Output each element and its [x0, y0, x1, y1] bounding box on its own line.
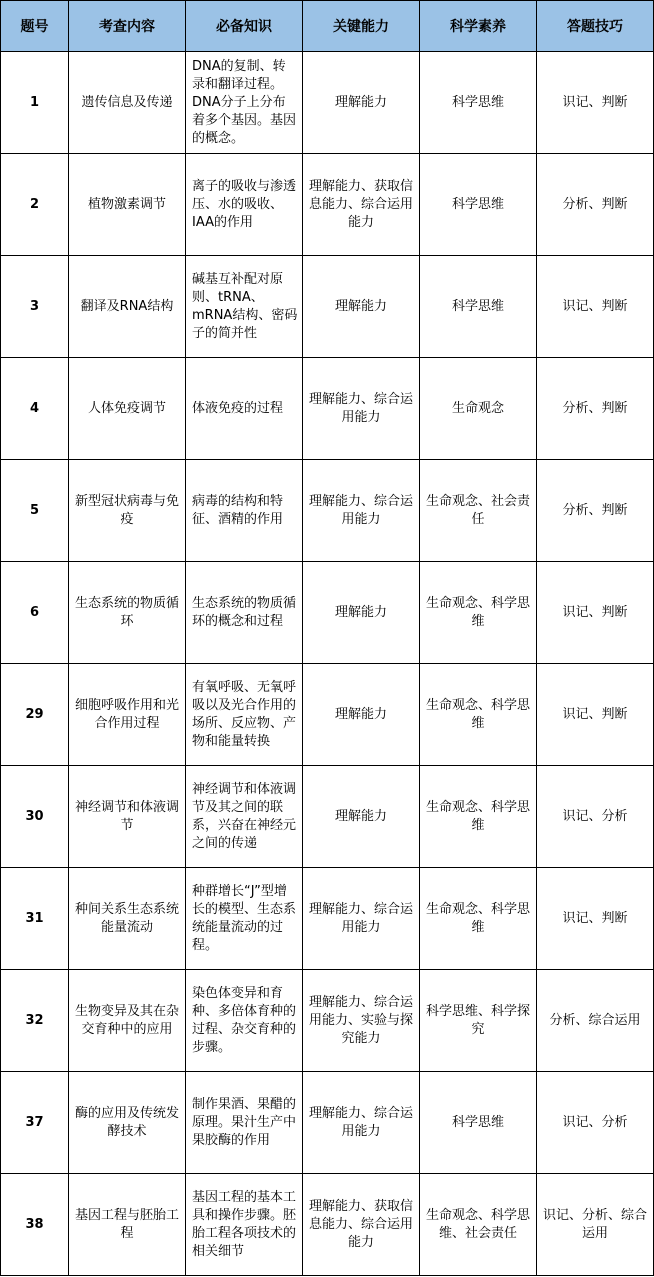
cell-question-number: 2 — [1, 154, 69, 256]
header-ability: 关键能力 — [303, 1, 420, 52]
cell-knowledge: 种群增长“J”型增长的模型、生态系统能量流动的过程。 — [186, 868, 303, 970]
cell-content: 酶的应用及传统发酵技术 — [69, 1072, 186, 1174]
cell-content: 翻译及RNA结构 — [69, 256, 186, 358]
cell-literacy: 生命观念、科学思维、社会责任 — [420, 1174, 537, 1276]
cell-content: 种间关系生态系统能量流动 — [69, 868, 186, 970]
cell-skill: 识记、判断 — [537, 562, 654, 664]
cell-ability: 理解能力 — [303, 256, 420, 358]
cell-knowledge: DNA的复制、转录和翻译过程。DNA分子上分布着多个基因。基因的概念。 — [186, 52, 303, 154]
cell-skill: 分析、判断 — [537, 154, 654, 256]
cell-skill: 分析、判断 — [537, 460, 654, 562]
cell-question-number: 38 — [1, 1174, 69, 1276]
table-row — [1, 1072, 654, 1174]
cell-content: 神经调节和体液调节 — [69, 766, 186, 868]
header-question-number: 题号 — [1, 1, 69, 52]
header-literacy: 科学素养 — [420, 1, 537, 52]
cell-literacy: 科学思维 — [420, 1072, 537, 1174]
cell-literacy: 科学思维 — [420, 52, 537, 154]
cell-skill: 识记、分析 — [537, 1072, 654, 1174]
cell-ability: 理解能力、综合运用能力 — [303, 1072, 420, 1174]
cell-literacy: 生命观念、科学思维 — [420, 664, 537, 766]
cell-literacy: 科学思维、科学探究 — [420, 970, 537, 1072]
cell-question-number: 5 — [1, 460, 69, 562]
cell-skill: 识记、判断 — [537, 664, 654, 766]
cell-question-number: 29 — [1, 664, 69, 766]
header-content: 考查内容 — [69, 1, 186, 52]
cell-content: 生态系统的物质循环 — [69, 562, 186, 664]
cell-content: 基因工程与胚胎工程 — [69, 1174, 186, 1276]
header-skill: 答题技巧 — [537, 1, 654, 52]
table-row — [1, 154, 654, 256]
cell-knowledge: 制作果酒、果醋的原理。果汁生产中果胶酶的作用 — [186, 1072, 303, 1174]
table-row — [1, 562, 654, 664]
table-row — [1, 256, 654, 358]
cell-content: 生物变异及其在杂交育种中的应用 — [69, 970, 186, 1072]
cell-ability: 理解能力 — [303, 52, 420, 154]
cell-content: 遗传信息及传递 — [69, 52, 186, 154]
cell-knowledge: 生态系统的物质循环的概念和过程 — [186, 562, 303, 664]
cell-ability: 理解能力 — [303, 664, 420, 766]
cell-question-number: 32 — [1, 970, 69, 1072]
cell-literacy: 生命观念、科学思维 — [420, 868, 537, 970]
cell-knowledge: 病毒的结构和特征、酒精的作用 — [186, 460, 303, 562]
cell-literacy: 生命观念、科学思维 — [420, 766, 537, 868]
cell-ability: 理解能力 — [303, 766, 420, 868]
cell-literacy: 生命观念 — [420, 358, 537, 460]
cell-literacy: 生命观念、科学思维 — [420, 562, 537, 664]
table-row — [1, 1174, 654, 1276]
cell-skill: 分析、综合运用 — [537, 970, 654, 1072]
cell-content: 植物激素调节 — [69, 154, 186, 256]
table-row — [1, 460, 654, 562]
header-knowledge: 必备知识 — [186, 1, 303, 52]
cell-skill: 识记、判断 — [537, 52, 654, 154]
cell-ability: 理解能力、获取信息能力、综合运用能力 — [303, 1174, 420, 1276]
cell-literacy: 生命观念、社会责任 — [420, 460, 537, 562]
cell-knowledge: 离子的吸收与渗透压、水的吸收、IAA的作用 — [186, 154, 303, 256]
cell-ability: 理解能力 — [303, 562, 420, 664]
cell-question-number: 4 — [1, 358, 69, 460]
cell-skill: 识记、判断 — [537, 868, 654, 970]
cell-ability: 理解能力、获取信息能力、综合运用能力 — [303, 154, 420, 256]
cell-skill: 识记、判断 — [537, 256, 654, 358]
header-row — [1, 1, 654, 52]
cell-question-number: 37 — [1, 1072, 69, 1174]
cell-question-number: 1 — [1, 52, 69, 154]
cell-ability: 理解能力、综合运用能力、实验与探究能力 — [303, 970, 420, 1072]
table-row — [1, 358, 654, 460]
cell-literacy: 科学思维 — [420, 154, 537, 256]
cell-knowledge: 基因工程的基本工具和操作步骤。胚胎工程各项技术的相关细节 — [186, 1174, 303, 1276]
cell-ability: 理解能力、综合运用能力 — [303, 868, 420, 970]
cell-question-number: 6 — [1, 562, 69, 664]
cell-knowledge: 碱基互补配对原则、tRNA、mRNA结构、密码子的简并性 — [186, 256, 303, 358]
table-row — [1, 970, 654, 1072]
cell-skill: 识记、分析 — [537, 766, 654, 868]
table-row — [1, 664, 654, 766]
cell-skill: 分析、判断 — [537, 358, 654, 460]
cell-knowledge: 染色体变异和育种、多倍体育种的过程、杂交育种的步骤。 — [186, 970, 303, 1072]
cell-question-number: 30 — [1, 766, 69, 868]
table-row — [1, 868, 654, 970]
cell-knowledge: 神经调节和体液调节及其之间的联系，兴奋在神经元之间的传递 — [186, 766, 303, 868]
table-row — [1, 766, 654, 868]
cell-content: 人体免疫调节 — [69, 358, 186, 460]
cell-knowledge: 有氧呼吸、无氧呼吸以及光合作用的场所、反应物、产物和能量转换 — [186, 664, 303, 766]
cell-content: 新型冠状病毒与免疫 — [69, 460, 186, 562]
table-row — [1, 52, 654, 154]
cell-ability: 理解能力、综合运用能力 — [303, 460, 420, 562]
cell-ability: 理解能力、综合运用能力 — [303, 358, 420, 460]
cell-knowledge: 体液免疫的过程 — [186, 358, 303, 460]
cell-question-number: 31 — [1, 868, 69, 970]
cell-content: 细胞呼吸作用和光合作用过程 — [69, 664, 186, 766]
cell-literacy: 科学思维 — [420, 256, 537, 358]
cell-question-number: 3 — [1, 256, 69, 358]
cell-skill: 识记、分析、综合运用 — [537, 1174, 654, 1276]
